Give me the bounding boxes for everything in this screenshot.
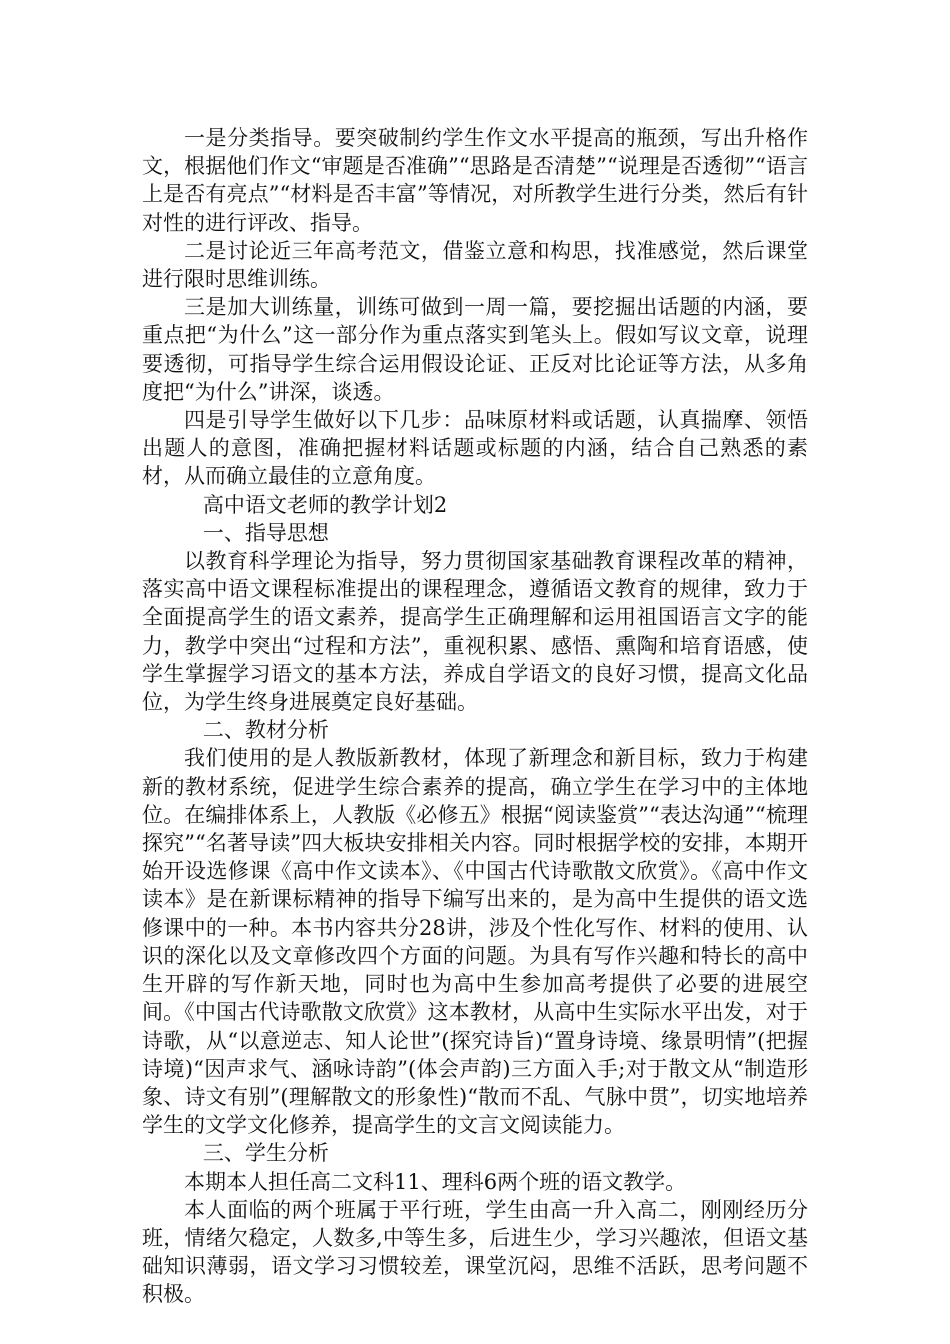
section-title: 高中语文老师的教学计划2 [202,492,448,517]
paragraph-classification-guidance: 一是分类指导。要突破制约学生作文水平提高的瓶颈，写出升格作文，根据他们作文“审题是否准确”“思路是否清楚”“说理是否透彻”“语言上是否有亮点”“材料是否丰富”等情况，对所教学生进行分类，然后有针对性的进行评改、指导。 [142,126,808,235]
heading-textbook-analysis: 二、教材分析 [202,718,329,743]
heading-student-analysis: 三、学生分析 [202,1141,329,1166]
paragraph-training-volume: 三是加大训练量，训练可做到一周一篇，要挖掘出话题的内涵，要重点把“为什么”这一部分作为重点落实到笔头上。假如写议文章，说理要透彻，可指导学生综合运用假设论证、正反对比论证等方法，从多角度把“为什么”讲深，谈透。 [142,295,808,404]
document-body [142,124,808,1309]
paragraph-textbook-analysis: 我们使用的是人教版新教材，体现了新理念和新目标，致力于构建新的教材系统，促进学生综合素养的提高，确立学生在学习中的主体地位。在编排体系上，人教版《必修五》根据“阅读鉴赏”“表达沟通”“梳理探究”“名著导读”四大板块安排相关内容。同时根据学校的安排，本期开始开设选修课《高中作文读本》、《中国古代诗歌散文欣赏》。《高中作文读本》是在新课标精神的指导下编写出来的，是为高中生提供的语文选修课中的一种。本书内容共分28讲，涉及个性化写作、材料的使用、认识的深化以及文章修改四个方面的问题。为具有写作兴趣和特长的高中生开辟的写作新天地，同时也为高中生参加高考提供了必要的进展空间。《中国古代诗歌散文欣赏》这本教材，从高中生实际水平出发，对于诗歌，从“以意逆志、知人论世”(探究诗旨)“置身诗境、缘景明情”(把握诗境)“因声求气、涵咏诗韵”(体会声韵)三方面入手;对于散文从“制造形象、诗文有别”(理解散文的形象性)“散而不乱、气脉中贯”，切实地培养学生的文学文化修养，提高学生的文言文阅读能力。 [142,746,808,1138]
paragraph-guide-steps: 四是引导学生做好以下几步：品味原材料或话题，认真揣摩、领悟出题人的意图，准确把握材料话题或标题的内涵，结合自己熟悉的素材，从而确立最佳的立意角度。 [142,408,808,489]
paragraph-student-analysis: 本人面临的两个班属于平行班，学生由高一升入高二，刚刚经历分班，情绪欠稳定，人数多,中等生多，后进生少，学习兴趣浓，但语文基础知识薄弱，语文学习习惯较差，课堂沉闷，思维不活跃，思考问题不积极。 [142,1197,808,1307]
paragraph-teaching-classes: 本期本人担任高二文科11、理科6两个班的语文教学。 [184,1169,687,1194]
heading-guiding-ideology: 一、指导思想 [202,520,329,545]
paragraph-guiding-ideology: 以教育科学理论为指导，努力贯彻国家基础教育课程改革的精神，落实高中语文课程标准提出的课程理念，遵循语文教育的规律，致力于全面提高学生的语文素养，提高学生正确理解和运用祖国语言文字的能力，教学中突出“过程和方法”，重视积累、感悟、熏陶和培育语感，使学生掌握学习语文的基本方法，养成自学语文的良好习惯，提高文化品位，为学生终身进展奠定良好基础。 [142,549,808,715]
paragraph-exam-essays: 二是讨论近三年高考范文，借鉴立意和构思，找准感觉，然后课堂进行限时思维训练。 [142,238,808,292]
